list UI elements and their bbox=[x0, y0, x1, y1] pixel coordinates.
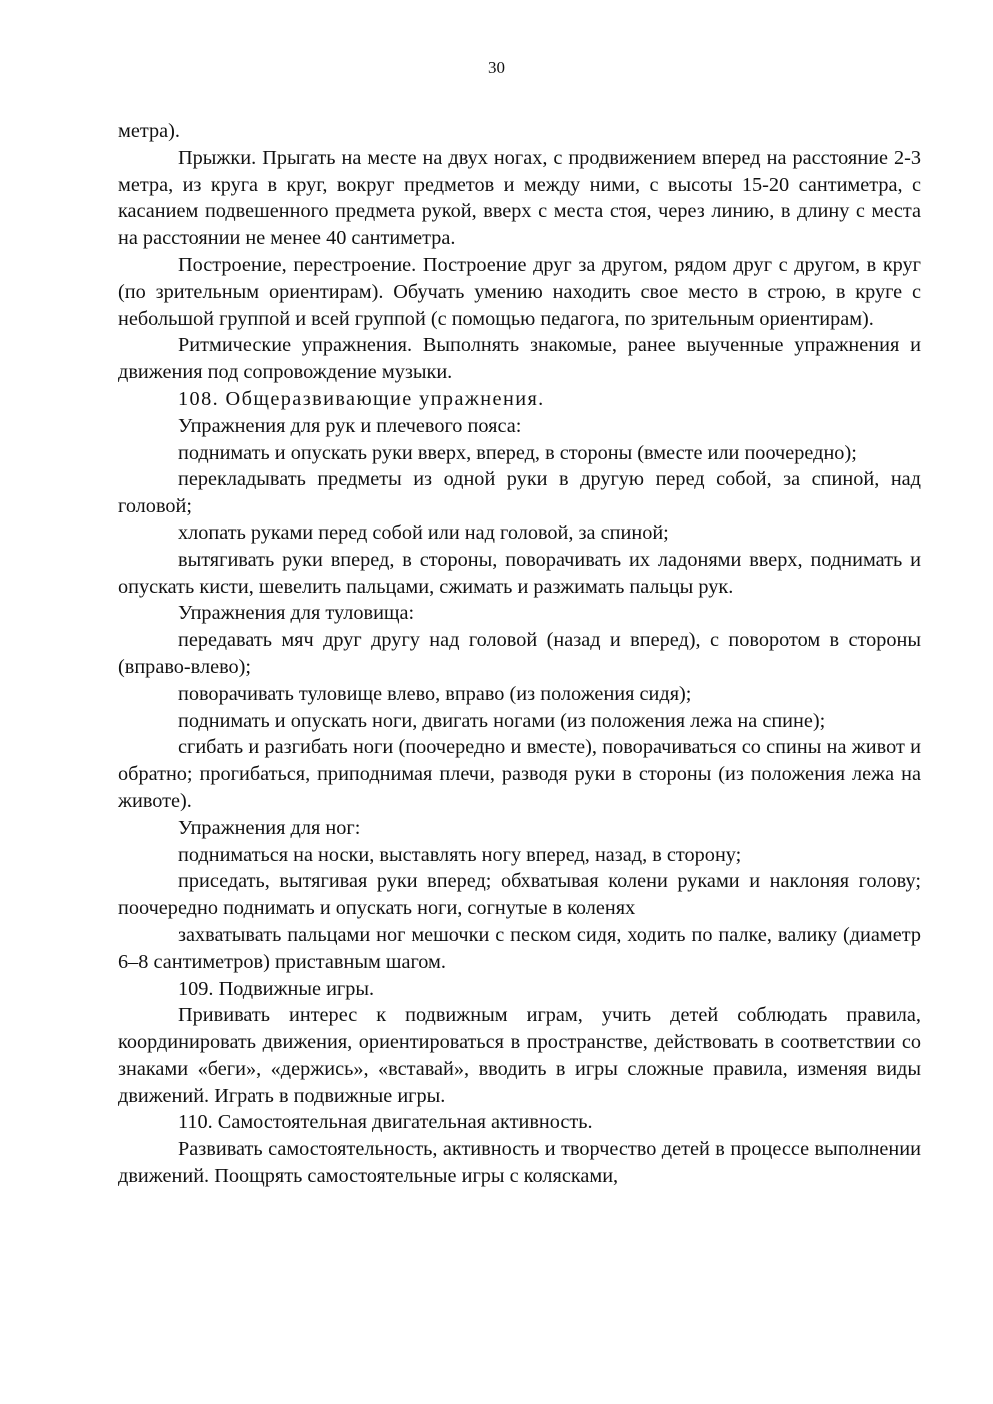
list-item: передавать мяч друг другу над головой (назад и вперед), с поворотом в стороны (вправо-влево); bbox=[118, 629, 921, 678]
document-body bbox=[118, 118, 921, 1190]
list-item: захватывать пальцами ног мешочки с песком сидя, ходить по палке, валику (диаметр 6–8 сантиметров) приставным шагом. bbox=[118, 923, 921, 973]
list-item: поворачивать туловище влево, вправо (из положения сидя); bbox=[178, 682, 692, 705]
list-item: подниматься на носки, выставлять ногу вперед, назад, в сторону; bbox=[178, 843, 742, 866]
list-item: сгибать и разгибать ноги (поочередно и вместе), поворачиваться со спины на живот и обратно; прогибаться, приподнимая плечи, разводя руки в стороны (из положения лежа на животе). bbox=[118, 736, 921, 812]
list-item: приседать, вытягивая руки вперед; обхватывая колени руками и наклоняя голову; поочередно поднимать и опускать ноги, согнутые в коленях bbox=[118, 870, 921, 920]
paragraph-formation: Построение, перестроение. Построение друг за другом, рядом друг с другом, в круг (по зрительным ориентирам). Обучать умению находить свое место в строю, в круге с небольшой группой и всей группой (с помощью педагога, по зрительным ориентирам). bbox=[118, 253, 921, 330]
paragraph-independent-activity: Развивать самостоятельность, активность и творчество детей в процессе выполнении движений. Поощрять самостоятельные игры с колясками, bbox=[118, 1138, 921, 1188]
paragraph-outdoor-games: Прививать интерес к подвижным играм, учить детей соблюдать правила, координировать движения, ориентироваться в пространстве, действовать в соответствии со знаками «беги», «держись», «вставай», вводить в игры сложные правила, изменяя виды движений. Играть в подвижные игры. bbox=[118, 1004, 921, 1107]
subheading-arms-shoulders: Упражнения для рук и плечевого пояса: bbox=[178, 414, 522, 437]
paragraph-continuation: метра). bbox=[118, 120, 180, 142]
list-item: поднимать и опускать руки вверх, вперед, в стороны (вместе или поочередно); bbox=[178, 441, 857, 464]
subheading-torso: Упражнения для туловища: bbox=[178, 602, 415, 625]
list-item: перекладывать предметы из одной руки в другую перед собой, за спиной, над головой; bbox=[118, 468, 921, 518]
page-number: 30 bbox=[488, 58, 505, 77]
section-heading-108: 108. Общеразвивающие упражнения. bbox=[178, 387, 545, 410]
list-item: вытягивать руки вперед, в стороны, поворачивать их ладонями вверх, поднимать и опускать кисти, шевелить пальцами, сжимать и разжимать пальцы рук. bbox=[118, 548, 921, 598]
paragraph-rhythmic-exercises: Ритмические упражнения. Выполнять знакомые, ранее выученные упражнения и движения под сопровождение музыки. bbox=[118, 334, 921, 384]
paragraph-jumps: Прыжки. Прыгать на месте на двух ногах, с продвижением вперед на расстояние 2-3 метра, из круга в круг, вокруг предметов и между ними, с высоты 15-20 сантиметра, с касанием подвешенного предмета рукой, вверх с места стоя, через линию, в длину с места на расстоянии не менее 40 сантиметра. bbox=[118, 146, 921, 250]
section-heading-110: 110. Самостоятельная двигательная активность. bbox=[178, 1111, 593, 1134]
list-item: поднимать и опускать ноги, двигать ногами (из положения лежа на спине); bbox=[178, 709, 826, 732]
section-heading-109: 109. Подвижные игры. bbox=[178, 977, 375, 1000]
list-item: хлопать руками перед собой или над головой, за спиной; bbox=[178, 521, 669, 544]
subheading-legs: Упражнения для ног: bbox=[178, 816, 361, 839]
